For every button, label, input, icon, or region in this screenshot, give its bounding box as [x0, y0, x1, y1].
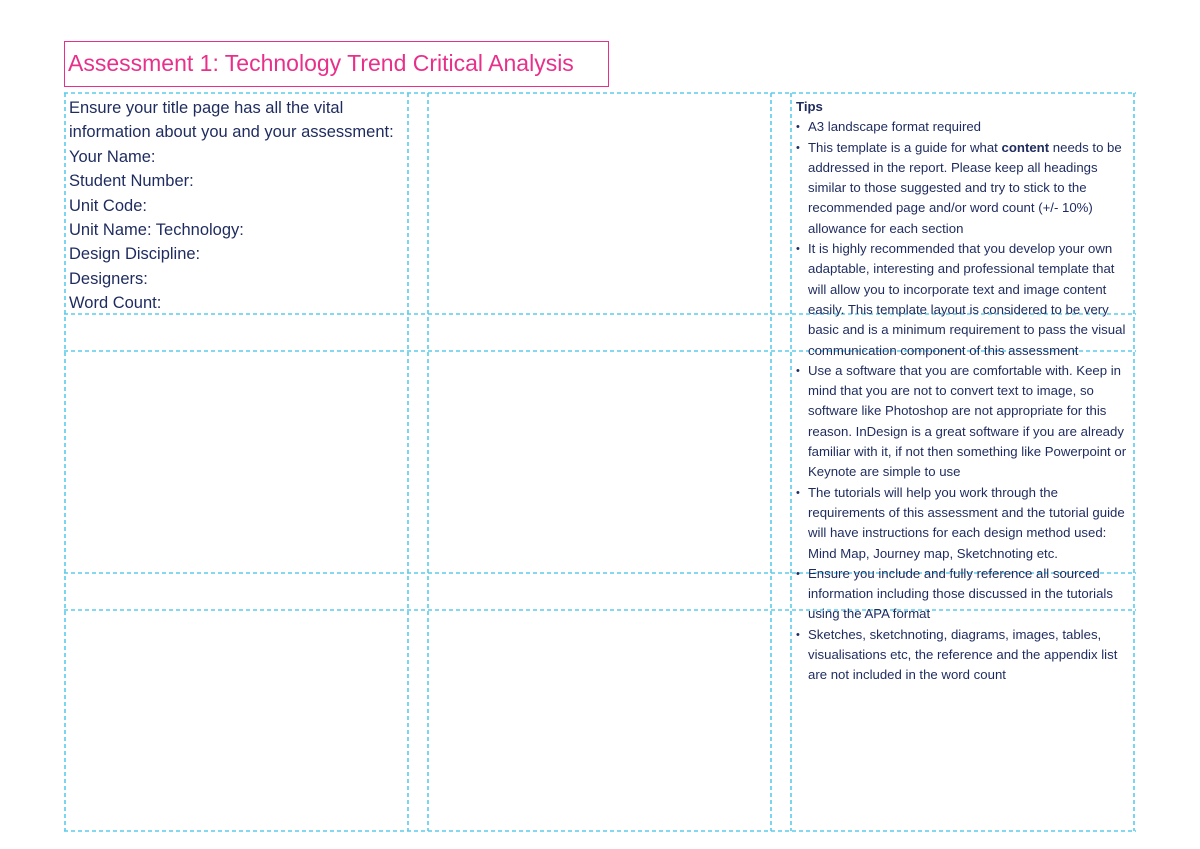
field-student-number: Student Number:: [69, 172, 194, 191]
tips-panel: [796, 97, 1134, 686]
bullet-icon: •: [796, 486, 800, 499]
tips-heading: Tips: [796, 99, 823, 114]
bullet-icon: •: [796, 141, 800, 154]
field-your-name: Your Name:: [69, 147, 156, 166]
bullet-icon: •: [796, 567, 800, 580]
bullet-icon: •: [796, 628, 800, 641]
field-design-discipline: Design Discipline:: [69, 245, 201, 264]
tip-text-pre: This template is a guide for what: [808, 139, 1002, 155]
tip-text-post: needs to be addressed in the report. Please keep all headings similar to those suggested and try to stick to the recommended page and/or word count (+/- 10%) allowance for each section: [808, 139, 1122, 236]
title-page-info: [69, 96, 409, 316]
tip-item: [796, 361, 1134, 483]
field-designers: Designers:: [69, 269, 148, 288]
info-intro-line-2: information about you and your assessment:: [69, 123, 394, 142]
tip-item: [796, 117, 1134, 137]
tip-item: [796, 483, 1134, 564]
tip-text: The tutorials will help you work through the requirements of this assessment and the tutorial guide will have instructions for each design method used: Mind Map, Journey map, Sketchnoting etc.: [808, 484, 1125, 561]
tip-text: Ensure you include and fully reference all sourced information including those discussed in the tutorials using the APA format: [808, 565, 1113, 622]
tip-text: It is highly recommended that you develop your own adaptable, interesting and professional template that will allow you to incorporate text and image content easily. This template layout is considered to be very basic and is a minimum requirement to pass the visual communication component of this assessment: [808, 241, 1126, 358]
tip-item: [796, 564, 1134, 625]
tip-item: [796, 138, 1134, 239]
field-unit-name: Unit Name: Technology:: [69, 221, 244, 240]
tip-text-bold: content: [1001, 139, 1050, 155]
tip-text: Sketches, sketchnoting, diagrams, images, tables, visualisations etc, the reference and the appendix list are not included in the word count: [808, 626, 1118, 683]
tip-text: Use a software that you are comfortable with. Keep in mind that you are not to convert text to image, so software like Photoshop are not appropriate for this reason. InDesign is a great software if you are already familiar with it, if not then something like Powerpoint or Keynote are simple to use: [808, 362, 1127, 480]
tip-item: [796, 239, 1134, 361]
bullet-icon: •: [796, 364, 800, 377]
tip-text: A3 landscape format required: [808, 119, 982, 135]
field-unit-code: Unit Code:: [69, 196, 147, 215]
bullet-icon: •: [796, 121, 800, 134]
tip-item: [796, 625, 1134, 686]
page-title: Assessment 1: Technology Trend Critical Analysis: [68, 50, 574, 76]
bullet-icon: •: [796, 243, 800, 256]
field-word-count: Word Count:: [69, 294, 162, 313]
tips-list: [796, 117, 1134, 685]
info-intro-line-1: Ensure your title page has all the vital: [69, 99, 344, 117]
